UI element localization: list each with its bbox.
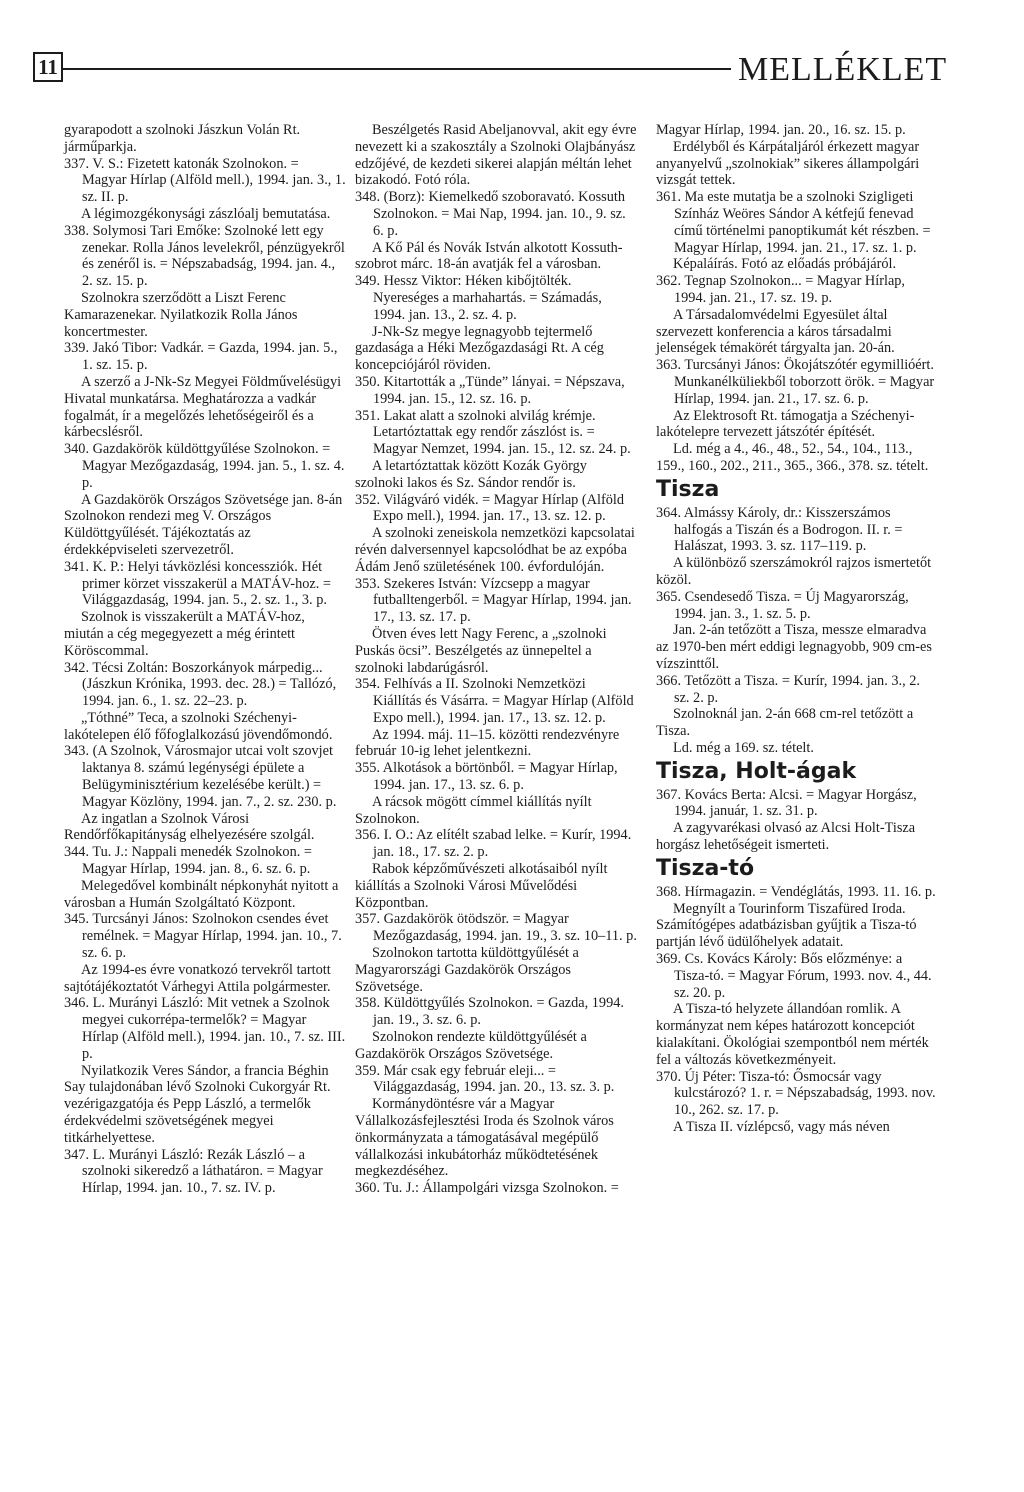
bibliography-entry: 338. Solymosi Tari Emőke: Szolnoké lett egy zenekar. Rolla János levelekről, pénzügyekről és zenéről is. = Népszabadság, 1994. jan. 4., 2. sz. 15. p. bbox=[64, 222, 345, 290]
bibliography-entry: 362. Tegnap Szolnokon... = Magyar Hírlap, 1994. jan. 21., 17. sz. 19. p. bbox=[656, 273, 906, 306]
header-rule bbox=[63, 68, 731, 70]
bibliography-entry: 369. Cs. Kovács Károly: Bős előzménye: a Tisza-tó. = Magyar Fórum, 1993. nov. 4., 44. sz. 20. p. bbox=[656, 951, 932, 1001]
page-header bbox=[0, 0, 1024, 100]
bibliography-entry: 359. Már csak egy február eleji... = Világgazdaság, 1994. jan. 20., 13. sz. 3. p. bbox=[355, 1062, 615, 1096]
bibliography-entry: 342. Técsi Zoltán: Boszorkányok márpedig... (Jászkun Krónika, 1993. dec. 28.) = Tallózó, 1994. jan. 6., 1. sz. 22–23. p. bbox=[64, 659, 337, 710]
section-heading: Tisza-tó bbox=[656, 855, 755, 881]
entry-annotation: Képaláírás. Fotó az előadás próbájáról. bbox=[673, 256, 897, 273]
entry-annotation: Jan. 2-án tetőzött a Tisza, messze elmaradva az 1970-ben mért eddigi legnagyobb, 909 cm-es vízszinttől. bbox=[656, 622, 932, 672]
entry-annotation: A különböző szerszámokról rajzos ismertetőt közöl. bbox=[656, 555, 932, 588]
entry-annotation: Az 1994-es évre vonatkozó tervekről tartott sajtótájékoztatót Várhegyi Attila polgármester. bbox=[64, 961, 331, 995]
entry-annotation: A Gazdakörök Országos Szövetsége jan. 8-án Szolnokon rendezi meg V. Országos Küldöttgyűlését. Tájékoztatás az érdekképviseleti szervezetről. bbox=[64, 491, 343, 558]
bibliography-entry: 352. Világváró vidék. = Magyar Hírlap (Alföld Expo mell.), 1994. jan. 17., 13. sz. 12. p. bbox=[355, 491, 624, 525]
bibliography-entry: 366. Tetőzött a Tisza. = Kurír, 1994. jan. 3., 2. sz. 2. p. bbox=[656, 672, 920, 706]
entry-annotation: Az 1994. máj. 11–15. közötti rendezvényre február 10-ig lehet jelentkezni. bbox=[355, 726, 620, 760]
entry-annotation: Szolnoknál jan. 2-án 668 cm-rel tetőzött a Tisza. bbox=[656, 706, 914, 740]
bibliography-entry: 351. Lakat alatt a szolnoki alvilág krémje. Letartóztattak egy rendőr zászlóst is. = Magyar Nemzet, 1994. jan. 15., 12. sz. 24. p. bbox=[355, 407, 631, 458]
bibliography-entry: 355. Alkotások a börtönből. = Magyar Hírlap, 1994. jan. 17., 13. sz. 6. p. bbox=[355, 760, 618, 794]
entry-annotation: Nyilatkozik Veres Sándor, a francia Béghin Say tulajdonában lévő Szolnoki Cukorgyár Rt. vezérigazgatója és Pepp László, a termelők érdekvédelmi szövetségének megyei titkárhelyettese. bbox=[64, 1062, 331, 1146]
entry-annotation: Ld. még a 4., 46., 48., 52., 54., 104., 113., 159., 160., 202., 211., 365., 366., 378. sz. tételt. bbox=[656, 441, 929, 474]
section-heading: Tisza, Holt-ágak bbox=[656, 758, 857, 784]
section-title: MELLÉKLET bbox=[738, 51, 948, 88]
bibliography-entry: 364. Almássy Károly, dr.: Kisszerszámos halfogás a Tiszán és a Bodrogon. II. r. = Halászat, 1993. 3. sz. 117–119. p. bbox=[656, 504, 903, 555]
entry-annotation: Az Elektrosoft Rt. támogatja a Széchenyi-lakótelepre tervezett játszótér építését. bbox=[656, 407, 915, 441]
entry-annotation: Szolnokon rendezte küldöttgyűlését a Gazdakörök Országos Szövetsége. bbox=[355, 1029, 587, 1062]
entry-annotation: A Kő Pál és Novák István alkotott Kossuth-szobrot márc. 18-án avatják fel a városban. bbox=[355, 239, 623, 273]
entry-annotation: Ötven éves lett Nagy Ferenc, a „szolnoki Puskás öcsi”. Beszélgetés az ünnepeltel a szolnoki labdarúgásról. bbox=[355, 625, 607, 676]
section-heading: Tisza bbox=[656, 476, 720, 502]
entry-annotation: Ld. még a 169. sz. tételt. bbox=[673, 739, 814, 756]
entry-annotation: A Tisza II. vízlépcső, vagy más néven bbox=[673, 1119, 890, 1136]
entry-annotation: Erdélyből és Kárpátaljáról érkezett magyar anyanyelvű „szolnokiak” sikeres állampolgári vizsgát tettek. bbox=[656, 138, 920, 189]
entry-annotation: A légimozgékonysági zászlóalj bemutatása. bbox=[81, 205, 331, 222]
entry-annotation: A letartóztattak között Kozák György szolnoki lakos és Sz. Sándor rendőr is. bbox=[355, 457, 587, 491]
entry-annotation: gyarapodott a szolnoki Jászkun Volán Rt. járműparkja. bbox=[64, 122, 301, 155]
bibliography-entry: 365. Csendesedő Tisza. = Új Magyarország, 1994. jan. 3., 1. sz. 5. p. bbox=[656, 588, 909, 622]
bibliography-entry: 363. Turcsányi János: Ökojátszótér egymillióért. Munkanélküliekből toborzott örök. = Magyar Hírlap, 1994. jan. 21., 17. sz. 6. p. bbox=[656, 357, 935, 407]
bibliography-entry: 347. L. Murányi László: Rezák László – a szolnoki sikeredző a láthatáron. = Magyar Hírlap, 1994. jan. 10., 7. sz. IV. p. bbox=[64, 1146, 323, 1197]
entry-annotation: Kormánydöntésre vár a Magyar Vállalkozásfejlesztési Iroda és Szolnok város önkormányzata a támogatásával megépülő vállalkozási inkubátorház működtetésének megkezdéséhez. bbox=[355, 1096, 614, 1180]
entry-annotation: Magyar Hírlap, 1994. jan. 20., 16. sz. 15. p. bbox=[656, 122, 906, 138]
bibliography-entry: 367. Kovács Berta: Alcsi. = Magyar Horgász, 1994. január, 1. sz. 31. p. bbox=[656, 786, 917, 820]
bibliography-entry: 345. Turcsányi János: Szolnokon csendes évet remélnek. = Magyar Hírlap, 1994. jan. 10., 7. sz. 6. p. bbox=[64, 911, 342, 962]
entry-annotation: Megnyílt a Tourinform Tiszafüred Iroda. Számítógépes adatbázisban gyűjtik a Tisza-tó partján lévő üdülőhelyek adatait. bbox=[656, 900, 917, 951]
text-column-right bbox=[656, 122, 938, 1136]
bibliography-entry: 354. Felhívás a II. Szolnoki Nemzetközi Kiállítás és Vásárra. = Magyar Hírlap (Alföld Expo mell.), 1994. jan. 17., 13. sz. 12. p. bbox=[355, 676, 634, 726]
entry-annotation: Beszélgetés Rasid Abeljanovval, akit egy évre nevezett ki a szakosztály a Szolnoki Olajbányász edzőjévé, de kezdeti sikerei alapján méltán lehet bizakodó. Fotó róla. bbox=[355, 122, 637, 189]
bibliography-entry: 361. Ma este mutatja be a szolnoki Szigligeti Színház Weöres Sándor A kétfejű fenevad című történelmi panoptikumát két részben. = Magyar Hírlap, 1994. jan. 21., 17. sz. 1. p. bbox=[656, 189, 931, 256]
entry-annotation: A szolnoki zeneiskola nemzetközi kapcsolatai révén dalversennyel kapcsolódhat be az expóba Ádám Jenő születésének 100. évfordulóján. bbox=[355, 525, 635, 575]
entry-annotation: Szolnokon tartotta küldöttgyűlését a Magyarországi Gazdakörök Országos Szövetsége. bbox=[355, 945, 579, 995]
entry-annotation: Szolnok is visszakerült a MATÁV-hoz, miután a cég megegyezett a még érintett Köröscommal. bbox=[64, 609, 305, 659]
bibliography-entry: 360. Tu. J.: Állampolgári vizsga Szolnokon. = bbox=[355, 1180, 619, 1197]
bibliography-entry: 340. Gazdakörök küldöttgyűlése Szolnokon. = Magyar Mezőgazdaság, 1994. jan. 5., 1. sz. 4. p. bbox=[64, 441, 345, 491]
page-number: 11 bbox=[33, 52, 63, 82]
bibliography-entry: 350. Kitartották a „Tünde” lányai. = Népszava, 1994. jan. 15., 12. sz. 16. p. bbox=[355, 373, 625, 407]
bibliography-entry: 339. Jakó Tibor: Vadkár. = Gazda, 1994. jan. 5., 1. sz. 15. p. bbox=[64, 340, 338, 374]
bibliography-entry: 341. K. P.: Helyi távközlési koncessziók. Hét primer körzet visszakerül a MATÁV-hoz. = Világgazdaság, 1994. jan. 5., 2. sz. 1., 3. p. bbox=[64, 558, 331, 609]
bibliography-entry: 370. Új Péter: Tisza-tó: Ősmocsár vagy kulcstározó? 1. r. = Népszabadság, 1993. nov. 10., 262. sz. 17. p. bbox=[656, 1068, 936, 1119]
entry-annotation: Szolnokra szerződött a Liszt Ferenc Kamarazenekar. Nyilatkozik Rolla János koncertmester. bbox=[64, 289, 298, 340]
entry-annotation: Melegedővel kombinált népkonyhát nyitott a városban a Humán Szolgáltató Központ. bbox=[64, 877, 339, 911]
entry-annotation: A zagyvarékasi olvasó az Alcsi Holt-Tisza horgász lehetőségeit ismerteti. bbox=[656, 820, 916, 854]
bibliography-entry: 343. (A Szolnok, Városmajor utcai volt szovjet laktanya 8. számú legénységi épülete a Belügyminisztérium kezelésébe került.) = Magyar Közlöny, 1994. jan. 7., 2. sz. 230. p. bbox=[64, 743, 337, 810]
bibliography-entry: 337. V. S.: Fizetett katonák Szolnokon. = Magyar Hírlap (Alföld mell.), 1994. jan. 3., 1. sz. II. p. bbox=[64, 155, 346, 206]
bibliography-entry: 353. Szekeres István: Vízcsepp a magyar futballtengerből. = Magyar Hírlap, 1994. jan. 17., 13. sz. 17. p. bbox=[355, 575, 632, 626]
bibliography-entry: 356. I. O.: Az elítélt szabad lelke. = Kurír, 1994. jan. 18., 17. sz. 2. p. bbox=[355, 827, 632, 861]
bibliography-entry: 368. Hírmagazin. = Vendéglátás, 1993. 11. 16. p. bbox=[656, 883, 936, 900]
entry-annotation: A Társadalomvédelmi Egyesület által szervezett konferencia a káros társadalmi jelenségek témakörét tárgyalta jan. 20-án. bbox=[656, 306, 895, 357]
bibliography-entry: 358. Küldöttgyűlés Szolnokon. = Gazda, 1994. jan. 19., 3. sz. 6. p. bbox=[355, 995, 624, 1029]
entry-annotation: Az ingatlan a Szolnok Városi Rendőrfőkapitányság elhelyezésére szolgál. bbox=[64, 810, 315, 844]
entry-annotation: A rácsok mögött címmel kiállítás nyílt Szolnokon. bbox=[355, 793, 592, 827]
entry-annotation: Rabok képzőművészeti alkotásaiból nyílt kiállítás a Szolnoki Városi Művelődési Központban. bbox=[355, 861, 608, 911]
bibliography-entry: 348. (Borz): Kiemelkedő szoboravató. Kossuth Szolnokon. = Mai Nap, 1994. jan. 10., 9. sz. 6. p. bbox=[355, 189, 626, 239]
entry-annotation: J-Nk-Sz megye legnagyobb tejtermelő gazdasága a Héki Mezőgazdasági Rt. A cég koncepciójáról röviden. bbox=[355, 323, 604, 374]
entry-annotation: A szerző a J-Nk-Sz Megyei Földművelésügyi Hivatal munkatársa. Meghatározza a vadkár fogalmát, ír a megelőzés lehetőségeiről és a kárbecslésről. bbox=[64, 373, 342, 441]
text-column-middle bbox=[355, 122, 637, 1197]
bibliography-entry: 346. L. Murányi László: Mit vetnek a Szolnok megyei cukorrépa-termelők? = Magyar Hírlap (Alföld mell.), 1994. jan. 10., 7. sz. III. p. bbox=[64, 995, 346, 1062]
entry-annotation: A Tisza-tó helyzete állandóan romlik. A kormányzat nem képes határozott koncepciót kialakítani. Ökológiai szempontból nem mérték fel a változás következményeit. bbox=[656, 1001, 929, 1068]
text-column-left bbox=[64, 122, 346, 1197]
bibliography-entry: 344. Tu. J.: Nappali menedék Szolnokon. = Magyar Hírlap, 1994. jan. 8., 6. sz. 6. p. bbox=[64, 844, 312, 878]
entry-annotation: „Tóthné” Teca, a szolnoki Széchenyi-lakótelepen élő főfoglalkozású jövendőmondó. bbox=[64, 709, 333, 743]
bibliography-entry: 349. Hessz Viktor: Héken kibőjtölték. Nyereséges a marhahartás. = Számadás, 1994. jan. 13., 2. sz. 4. p. bbox=[355, 273, 602, 323]
bibliography-entry: 357. Gazdakörök ötödször. = Magyar Mezőgazdaság, 1994. jan. 19., 3. sz. 10–11. p. bbox=[355, 911, 637, 945]
